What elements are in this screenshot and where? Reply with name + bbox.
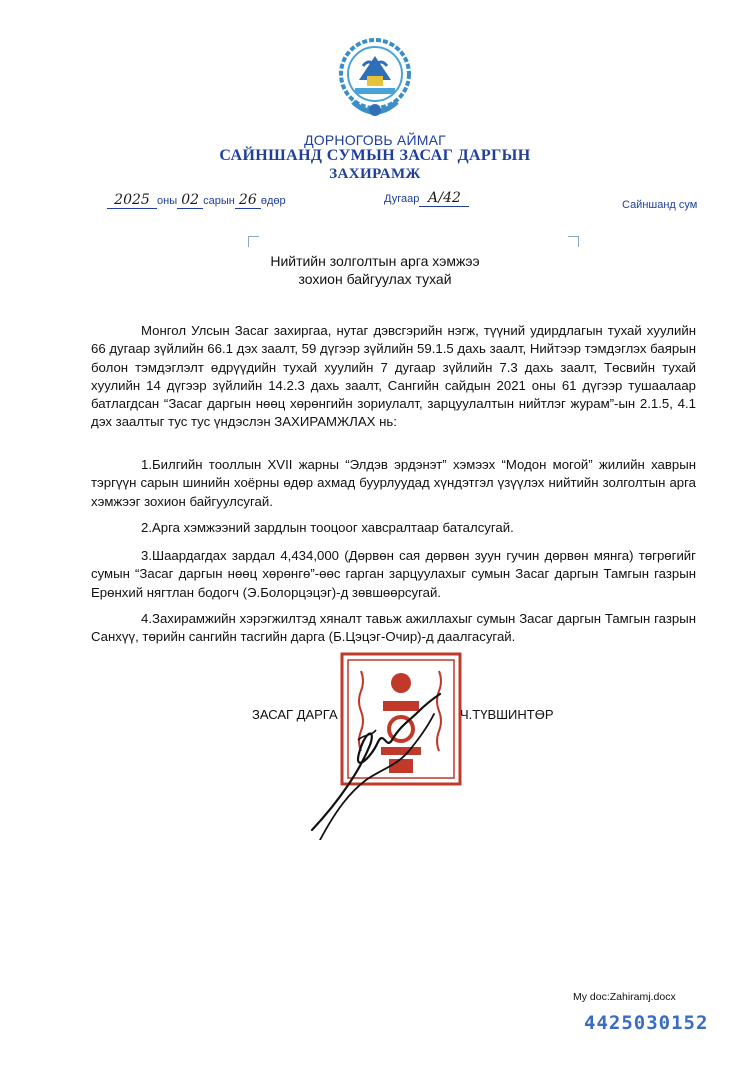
document-number-value: А/42 (419, 190, 469, 207)
date-month: 02 (177, 192, 203, 209)
document-type: ЗАХИРАМЖ (329, 166, 421, 182)
date-day-suffix: өдөр (260, 195, 286, 207)
organization-name: САЙНШАНД СУМЫН ЗАСАГ ДАРГЫН (219, 147, 531, 164)
order-item-4: 4.Захирамжийн хэрэгжилтэд хяналт тавьж ажиллахыг сумын Засаг даргын Тамгын газрын Санхүү, төрийн сангийн тасгийн дарга (Б.Цэцэг-Очир)-д даалгасугай. (91, 611, 696, 645)
date-line (107, 192, 286, 209)
order-item-1: 1.Билгийн тооллын XVII жарны “Элдэв эрдэнэт” хэмээх “Модон могой” жилийн хаврын тэргүүн сарын шинийн хоёрны өдөр ахмад буурлуудад хүндэтгэл үзүүлэх нийтийн золголтын арга хэмжээг зохион байгуулсугай. (91, 457, 696, 509)
preamble-paragraph: Монгол Улсын Засаг захиргаа, нутаг дэвсгэрийн нэгж, түүний удирдлагын тухай хуулийн 66 дугаар зүйлийн 66.1 дэх заалт, 59 дүгээр зүйлийн 59.1.5 дахь заалт, Нийтээр тэмдэглэх баярын болон тэмдэглэлт өдрүүдийн тухай хуулийн 7 дугаар зүйлийн 7.3 дахь заалт, Төсвийн тухай хуулийн 14 дүгээр зүйлийн 14.2.3 дахь заалт, Сангийн сайдын 2021 оны 61 дүгээр тушаалаар батлагдсан “Засаг даргын нөөц хөрөнгийн зориулалт, зарцуулалтын нийтлэг журам”-ын 2.1.5, 4.1 дэх заалтыг тус тус үндэслэн ЗАХИРАМЖЛАХ нь: (91, 323, 696, 430)
subject-corner-left (248, 236, 259, 247)
document-number (384, 190, 469, 207)
date-year: 2025 (107, 192, 157, 209)
registration-code: 4425030152 (584, 1012, 709, 1034)
signatory-name: Ч.ТҮВШИНТӨР (460, 707, 554, 722)
signatory-title: ЗАСАГ ДАРГА (252, 707, 338, 722)
subject (0, 252, 750, 288)
document-file-path: My doc:Zahiramj.docx (573, 991, 676, 1003)
date-year-suffix: оны (157, 195, 178, 207)
subject-line-2: зохион байгуулах тухай (298, 271, 452, 287)
document-number-label: Дугаар (384, 193, 420, 205)
order-item-2: 2.Арга хэмжээний зардлын тооцоог хавсралтаар баталсугай. (141, 520, 514, 535)
aimag-name: ДОРНОГОВЬ АЙМАГ (304, 132, 446, 148)
date-month-suffix: сарын (203, 195, 235, 207)
order-item-3: 3.Шаардагдах зардал 4,434,000 (Дөрвөн сая дөрвөн зуун гучин дөрвөн мянга) төгрөгийг сумын “Засаг даргын нөөц хөрөнгө”-өөс гарган зарцуулахыг сумын Засаг даргын Тамгын газрын Ерөнхий нягтлан бодогч (Э.Болорцэцэг)-д зөвшөөрсугай. (91, 548, 696, 600)
handwritten-signature (300, 690, 460, 840)
state-emblem-icon (337, 36, 413, 128)
location: Сайншанд сум (622, 199, 698, 211)
subject-corner-right (568, 236, 579, 247)
subject-line-1: Нийтийн золголтын арга хэмжээ (270, 253, 480, 269)
date-day: 26 (235, 192, 261, 209)
